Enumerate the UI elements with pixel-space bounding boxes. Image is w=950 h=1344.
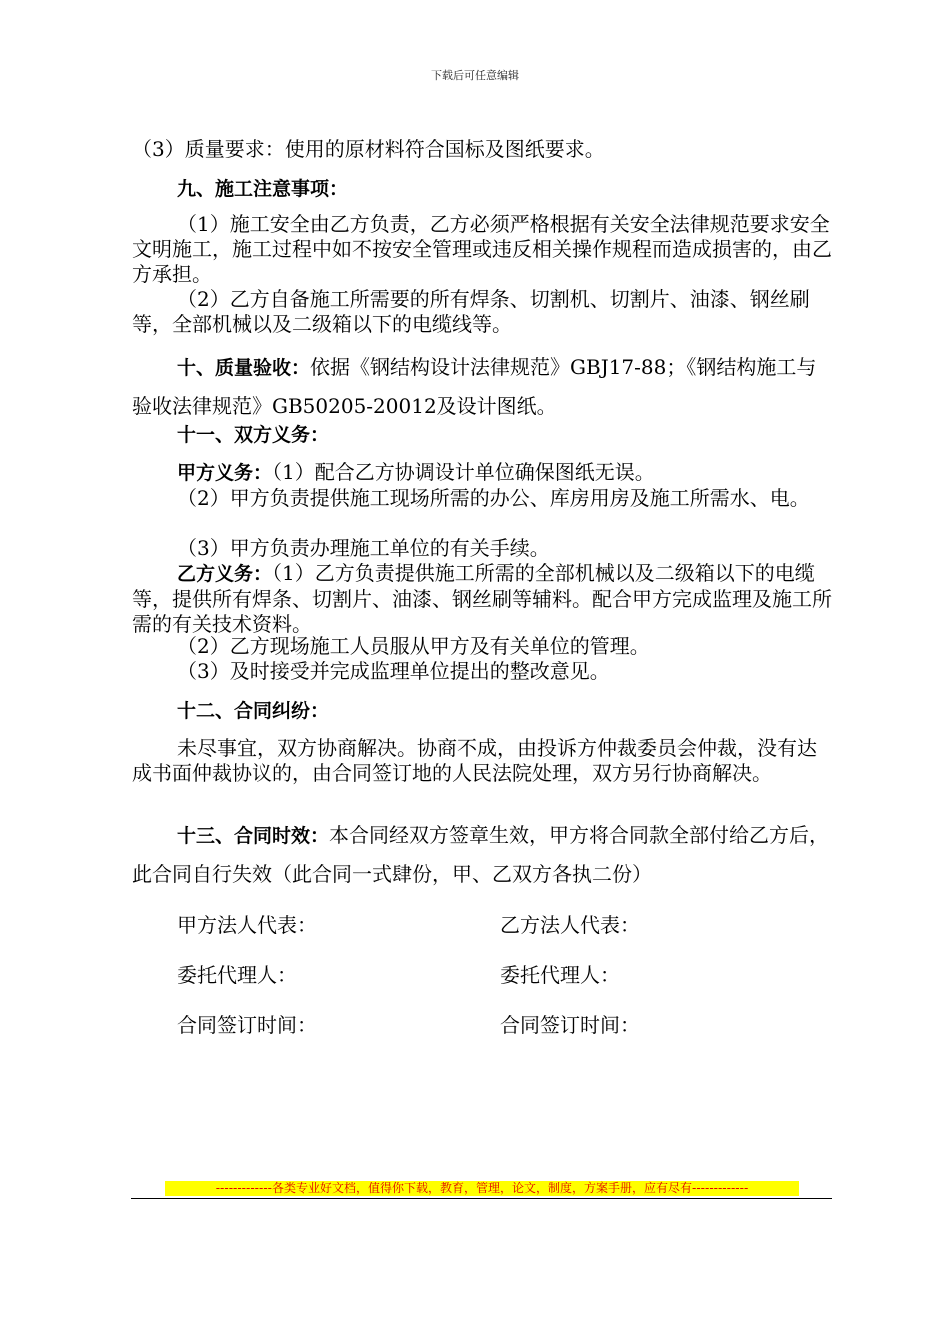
section-9-title: 九、施工注意事项： <box>177 178 349 200</box>
party-a-sign-date-label: 合同签订时间： <box>177 1013 317 1037</box>
section-10-paragraph <box>132 348 832 425</box>
section-12-title: 十二、合同纠纷： <box>177 700 330 722</box>
party-a-item-1: （1）配合乙方协调设计单位确保图纸无误。 <box>272 460 655 484</box>
header-note: 下载后可任意编辑 <box>431 69 519 82</box>
footer-promo-text: -------------各类专业好文档，值得你下载，教育，管理，论文，制度，方案手册，应有尽有------------- <box>165 1181 799 1196</box>
section-13-paragraph <box>132 816 832 893</box>
party-a-representative-label: 甲方法人代表： <box>177 913 317 937</box>
party-a-agent-label: 委托代理人： <box>177 963 297 987</box>
party-b-item-3: （3）及时接受并完成监理单位提出的整改意见。 <box>177 659 610 683</box>
party-b-item-1: （1）乙方负责提供施工所需的全部机械以及二级箱以下的电缆等，提供所有焊条、切割片、油漆、钢丝刷等辅料。配合甲方完成监理及施工所需的有关技术资料。 <box>132 561 832 636</box>
section-12-text: 未尽事宜，双方协商解决。协商不成，由投诉方仲裁委员会仲裁，没有达成书面仲裁协议的，由合同签订地的人民法院处理，双方另行协商解决。 <box>132 736 817 785</box>
section-9-item-1: （1）施工安全由乙方负责，乙方必须严格根据有关安全法律规范要求安全文明施工，施工过程中如不按安全管理或违反相关操作规程而造成损害的，由乙方承担。 <box>132 212 832 286</box>
party-b-sign-date-label: 合同签订时间： <box>500 1013 640 1037</box>
section-13-title: 十三、合同时效： <box>177 825 330 847</box>
party-b-label: 乙方义务： <box>177 563 273 585</box>
party-b-obligations <box>132 561 832 637</box>
footer-divider <box>131 1198 832 1199</box>
section-13-text: 本合同经双方签章生效，甲方将合同款全部付给乙方后，此合同自行失效（此合同一式肆份，甲、乙双方各执二份） <box>132 823 830 886</box>
section-11-title: 十一、双方义务： <box>177 424 330 446</box>
section-9-item-2: （2）乙方自备施工所需要的所有焊条、切割机、切割片、油漆、钢丝刷等，全部机械以及二级箱以下的电缆线等。 <box>132 287 810 336</box>
party-a-label: 甲方义务： <box>177 462 273 484</box>
section-10-title: 十、质量验收： <box>177 357 311 379</box>
party-b-agent-label: 委托代理人： <box>500 963 620 987</box>
party-b-item-2: （2）乙方现场施工人员服从甲方及有关单位的管理。 <box>177 634 650 658</box>
party-a-item-3: （3）甲方负责办理施工单位的有关手续。 <box>177 536 550 560</box>
party-a-obligations <box>132 460 832 486</box>
section-10-text: 依据《钢结构设计法律规范》GBJ17-88；《钢结构施工与验收法律规范》GB50205-20012及设计图纸。 <box>132 355 817 418</box>
party-a-item-2: （2）甲方负责提供施工现场所需的办公、库房用房及施工所需水、电。 <box>177 486 810 510</box>
party-b-representative-label: 乙方法人代表： <box>500 913 640 937</box>
paragraph-quality-requirement: （3）质量要求：使用的原材料符合国标及图纸要求。 <box>132 137 605 161</box>
